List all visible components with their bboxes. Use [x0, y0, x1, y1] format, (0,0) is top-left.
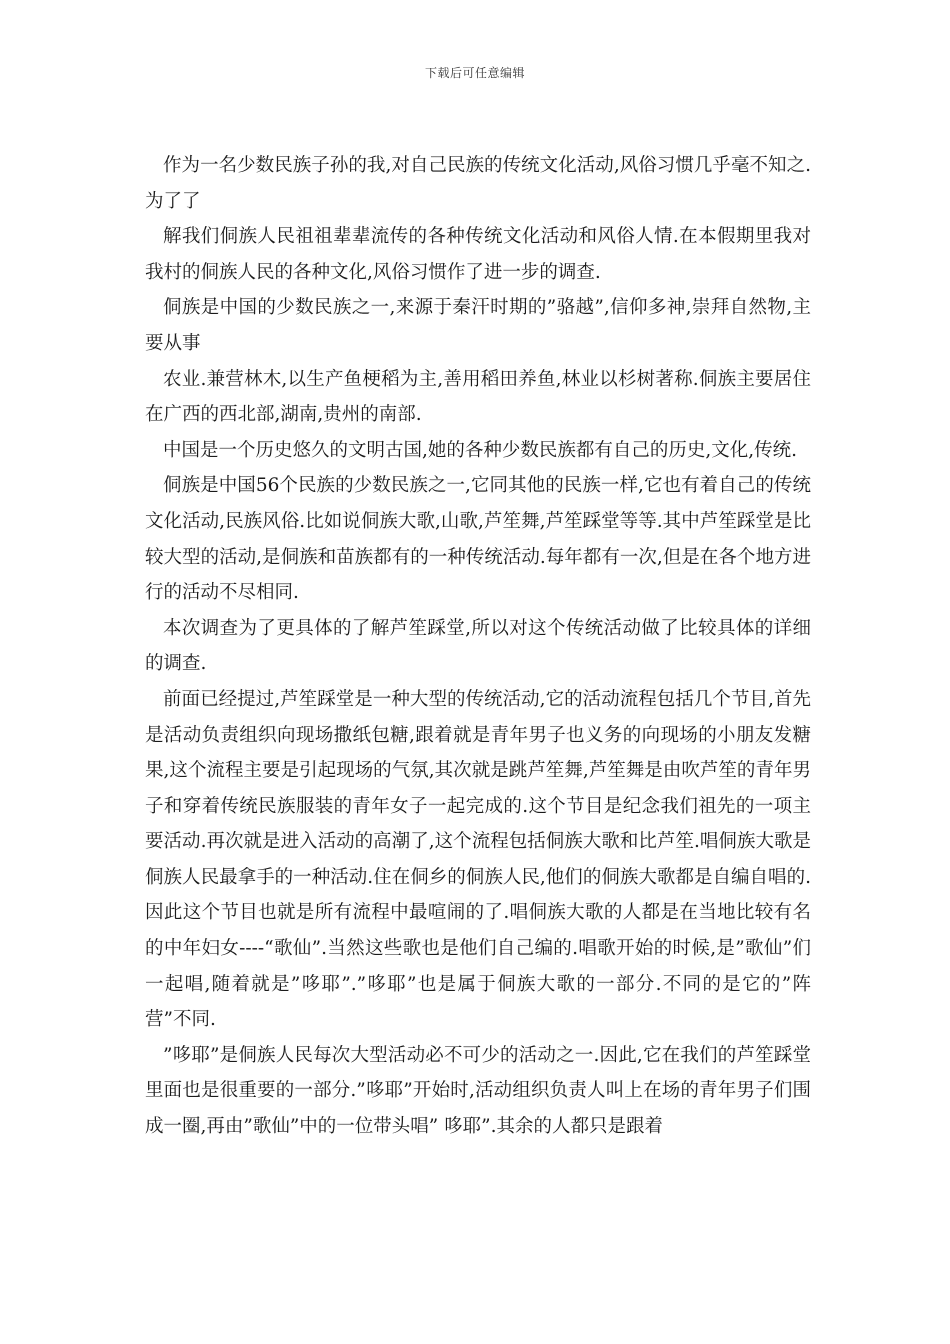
paragraph: 作为一名少数民族子孙的我,对自己民族的传统文化活动,风俗习惯几乎毫不知之.为了了 [145, 155, 811, 212]
document-body [145, 148, 811, 1145]
paragraph: 侗族是中国56个民族的少数民族之一,它同其他的民族一样,它也有着自己的传统文化活动,民族风俗.比如说侗族大歌,山歌,芦笙舞,芦笙踩堂等等.其中芦笙踩堂是比较大型的活动,是侗族和苗族都有的一种传统活动.每年都有一次,但是在各个地方进行的活动不尽相同. [145, 475, 811, 604]
page-header: 下载后可任意编辑 [424, 66, 525, 80]
paragraph: 解我们侗族人民祖祖辈辈流传的各种传统文化活动和风俗人情.在本假期里我对我村的侗族人民的各种文化,风俗习惯作了进一步的调查. [145, 226, 811, 283]
paragraph: 侗族是中国的少数民族之一,来源于秦汗时期的”骆越”,信仰多神,崇拜自然物,主要从事 [145, 297, 811, 354]
paragraph: 农业.兼营林木,以生产鱼梗稻为主,善用稻田养鱼,林业以杉树著称.侗族主要居住在广西的西北部,湖南,贵州的南部. [145, 368, 811, 426]
paragraph: ”哆耶”是侗族人民每次大型活动必不可少的活动之一.因此,它在我们的芦笙踩堂里面也是很重要的一部分.”哆耶”开始时,活动组织负责人叫上在场的青年男子们围成一圈,再由”歌仙”中的一位带头唱” 哆耶”.其余的人都只是跟着 [145, 1044, 811, 1138]
paragraph: 中国是一个历史悠久的文明古国,她的各种少数民族都有自己的历史,文化,传统. [163, 439, 798, 461]
paragraph: 本次调查为了更具体的了解芦笙踩堂,所以对这个传统活动做了比较具体的详细的调查. [145, 617, 811, 675]
paragraph: 前面已经提过,芦笙踩堂是一种大型的传统活动,它的活动流程包括几个节目,首先是活动负责组织向现场撒纸包糖,跟着就是青年男子也义务的向现场的小朋友发糖果,这个流程主要是引起现场的气氛,其次就是跳芦笙舞,芦笙舞是由吹芦笙的青年男子和穿着传统民族服装的青年女子一起完成的.这个节目是纪念我们祖先的一项主要活动.再次就是进入活动的高潮了,这个流程包括侗族大歌和比芦笙.唱侗族大歌是侗族人民最拿手的一种活动.住在侗乡的侗族人民,他们的侗族大歌都是自编自唱的.因此这个节目也就是所有流程中最喧闹的了.唱侗族大歌的人都是在当地比较有名的中年妇女----“歌仙”.当然这些歌也是他们自己编的.唱歌开始的时候,是”歌仙”们一起唱,随着就是”哆耶”.”哆耶”也是属于侗族大歌的一部分.不同的是它的”阵营”不同. [145, 688, 811, 1031]
